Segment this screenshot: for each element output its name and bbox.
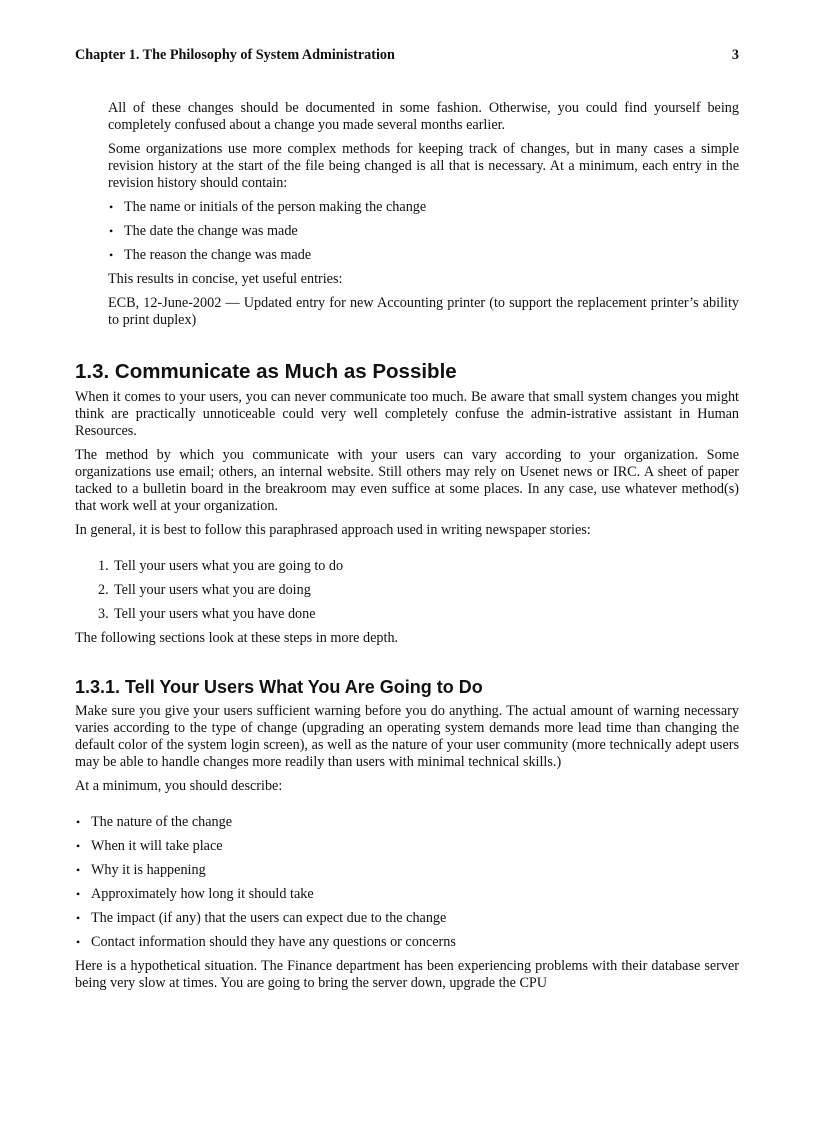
page-number: 3 (731, 47, 739, 63)
intro-block (108, 100, 739, 329)
paragraph: All of these changes should be documented in some fashion. Otherwise, you could find yourself being completely confused about a change you made several months earlier. (108, 100, 739, 133)
subsection-heading: 1.3.1. Tell Your Users What You Are Going to Do (75, 677, 483, 697)
paragraph: In general, it is best to follow this paraphrased approach used in writing newspaper stories: (75, 522, 591, 538)
list-number: 2. (98, 582, 109, 598)
page-body (75, 100, 739, 999)
paragraph: Make sure you give your users sufficient warning before you do anything. The actual amount of warning necessary varies according to the type of change (upgrading an operating system demands more lead time than changing the default color of the system login screen), as well as the nature of your user community (more technically adept users may be able to handle changes more readily than users with minimal technical skills.) (75, 703, 739, 770)
list-item: • The nature of the change (75, 814, 739, 831)
list-item: • The impact (if any) that the users can expect due to the change (75, 910, 739, 927)
list-item: • Contact information should they have any questions or concerns (75, 934, 739, 951)
description-list (75, 814, 739, 951)
list-item: • Approximately how long it should take (75, 886, 739, 903)
list-item: • The reason the change was made (108, 247, 739, 264)
list-item-text: Tell your users what you are doing (114, 582, 311, 598)
list-item: • When it will take place (75, 838, 739, 855)
list-item: • The date the change was made (108, 223, 739, 240)
paragraph: This results in concise, yet useful entries: (108, 271, 343, 287)
list-item: • Why it is happening (75, 862, 739, 879)
paragraph: Some organizations use more complex methods for keeping track of changes, but in many cases a simple revision history at the start of the file being changed is all that is necessary. At a minimum, each entry in the revision history should contain: (108, 141, 739, 191)
section-heading: 1.3. Communicate as Much as Possible (75, 360, 457, 383)
list-number: 3. (98, 606, 109, 622)
steps-list (98, 558, 739, 623)
list-item (98, 606, 739, 623)
list-item-text: Tell your users what you have done (114, 606, 316, 622)
paragraph: The method by which you communicate with your users can vary according to your organization. Some organizations use email; others, an internal website. Still others may rely on Usenet news or IRC. A sheet of paper tacked to a bulletin board in the breakroom may even suffice at some places. In any case, use whatever method(s) that work well at your organization. (75, 447, 739, 514)
list-item-text: Tell your users what you are going to do (114, 558, 344, 574)
list-item (98, 558, 739, 575)
chapter-title: Chapter 1. The Philosophy of System Administration (75, 47, 395, 63)
list-number: 1. (98, 558, 109, 574)
revision-entry-list (108, 199, 739, 264)
paragraph: The following sections look at these steps in more depth. (75, 630, 399, 646)
paragraph: When it comes to your users, you can never communicate too much. Be aware that small system changes you might think are practically unnoticeable could very well completely confuse the admin-istrative assistant in Human Resources. (75, 389, 739, 439)
list-item: • The name or initials of the person making the change (108, 199, 739, 216)
paragraph: Here is a hypothetical situation. The Finance department has been experiencing problems with their database server being very slow at times. You are going to bring the server down, upgrade the CPU (75, 958, 739, 991)
paragraph: At a minimum, you should describe: (75, 778, 283, 794)
list-item (98, 582, 739, 599)
example-entry: ECB, 12-June-2002 — Updated entry for new Accounting printer (to support the replacement printer’s ability to print duplex) (108, 295, 739, 328)
